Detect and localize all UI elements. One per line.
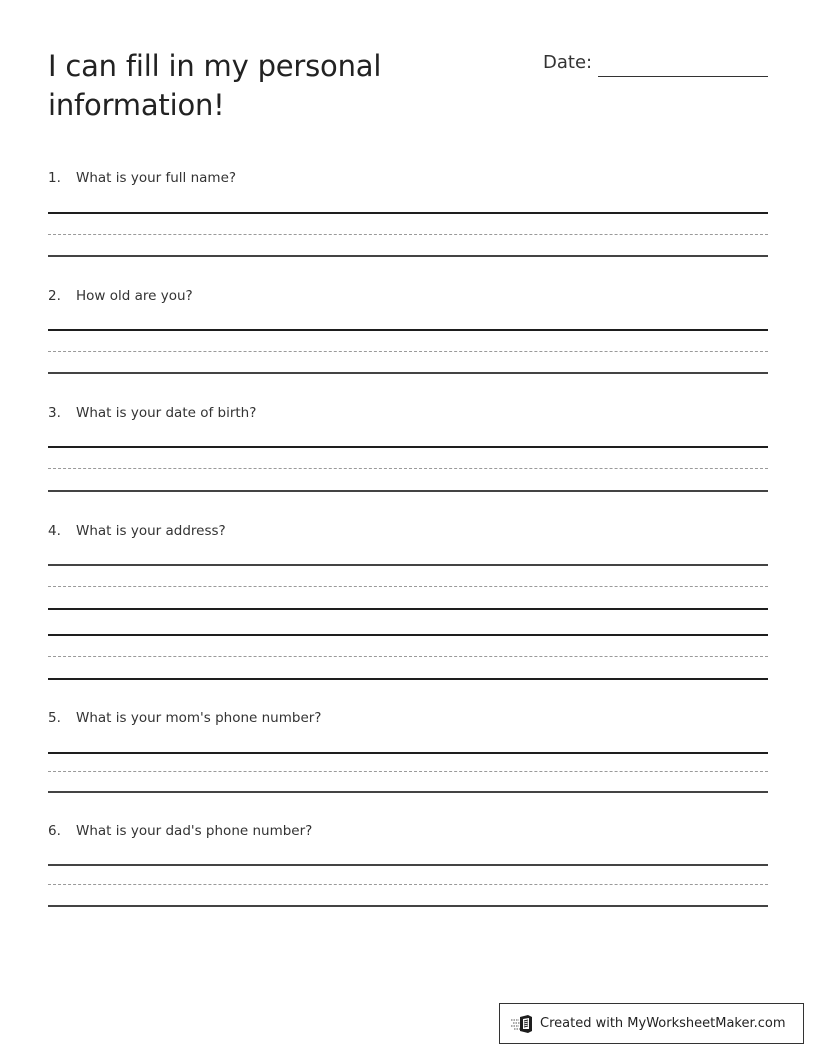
- writing-line-baseline[interactable]: [48, 905, 768, 907]
- writing-line-midline: [48, 884, 768, 885]
- question-text: How old are you?: [76, 288, 193, 304]
- question-text: What is your date of birth?: [76, 405, 257, 421]
- created-with-badge[interactable]: [499, 1003, 804, 1044]
- question-text: What is your mom's phone number?: [76, 710, 322, 726]
- question-number: 5.: [48, 710, 61, 726]
- worksheet-title: I can fill in my personal information!: [48, 49, 382, 122]
- question-label: [48, 405, 256, 421]
- question-label: [48, 523, 226, 539]
- writing-line-midline: [48, 234, 768, 235]
- writing-line-top[interactable]: [48, 634, 768, 636]
- question-label: [48, 710, 321, 726]
- question-number: 2.: [48, 288, 61, 304]
- writing-line-top[interactable]: [48, 564, 768, 566]
- writing-line-top[interactable]: [48, 212, 768, 214]
- writing-line-top[interactable]: [48, 864, 768, 866]
- date-write-line[interactable]: [598, 76, 768, 77]
- question-number: 6.: [48, 823, 61, 839]
- writing-line-midline: [48, 351, 768, 352]
- writing-line-baseline[interactable]: [48, 678, 768, 680]
- writing-line-baseline[interactable]: [48, 608, 768, 610]
- writing-line-top[interactable]: [48, 446, 768, 448]
- question-number: 1.: [48, 170, 61, 186]
- question-label: [48, 170, 236, 186]
- writing-line-baseline[interactable]: [48, 490, 768, 492]
- writing-line-midline: [48, 771, 768, 772]
- writing-line-top[interactable]: [48, 752, 768, 754]
- question-label: [48, 288, 193, 304]
- footer-text: Created with MyWorksheetMaker.com: [540, 1016, 786, 1031]
- writing-line-baseline[interactable]: [48, 791, 768, 793]
- writing-line-midline: [48, 656, 768, 657]
- date-label: Date:: [543, 52, 593, 73]
- writing-line-baseline[interactable]: [48, 255, 768, 257]
- writing-line-top[interactable]: [48, 329, 768, 331]
- question-number: 3.: [48, 405, 61, 421]
- writing-line-midline: [48, 468, 768, 469]
- question-text: What is your address?: [76, 523, 226, 539]
- question-text: What is your dad's phone number?: [76, 823, 313, 839]
- question-text: What is your full name?: [76, 170, 237, 186]
- date-field[interactable]: [543, 50, 769, 78]
- writing-line-baseline[interactable]: [48, 372, 768, 374]
- myworksheetmaker-logo-icon: [511, 1014, 533, 1034]
- question-label: [48, 823, 312, 839]
- writing-line-midline: [48, 586, 768, 587]
- question-number: 4.: [48, 523, 61, 539]
